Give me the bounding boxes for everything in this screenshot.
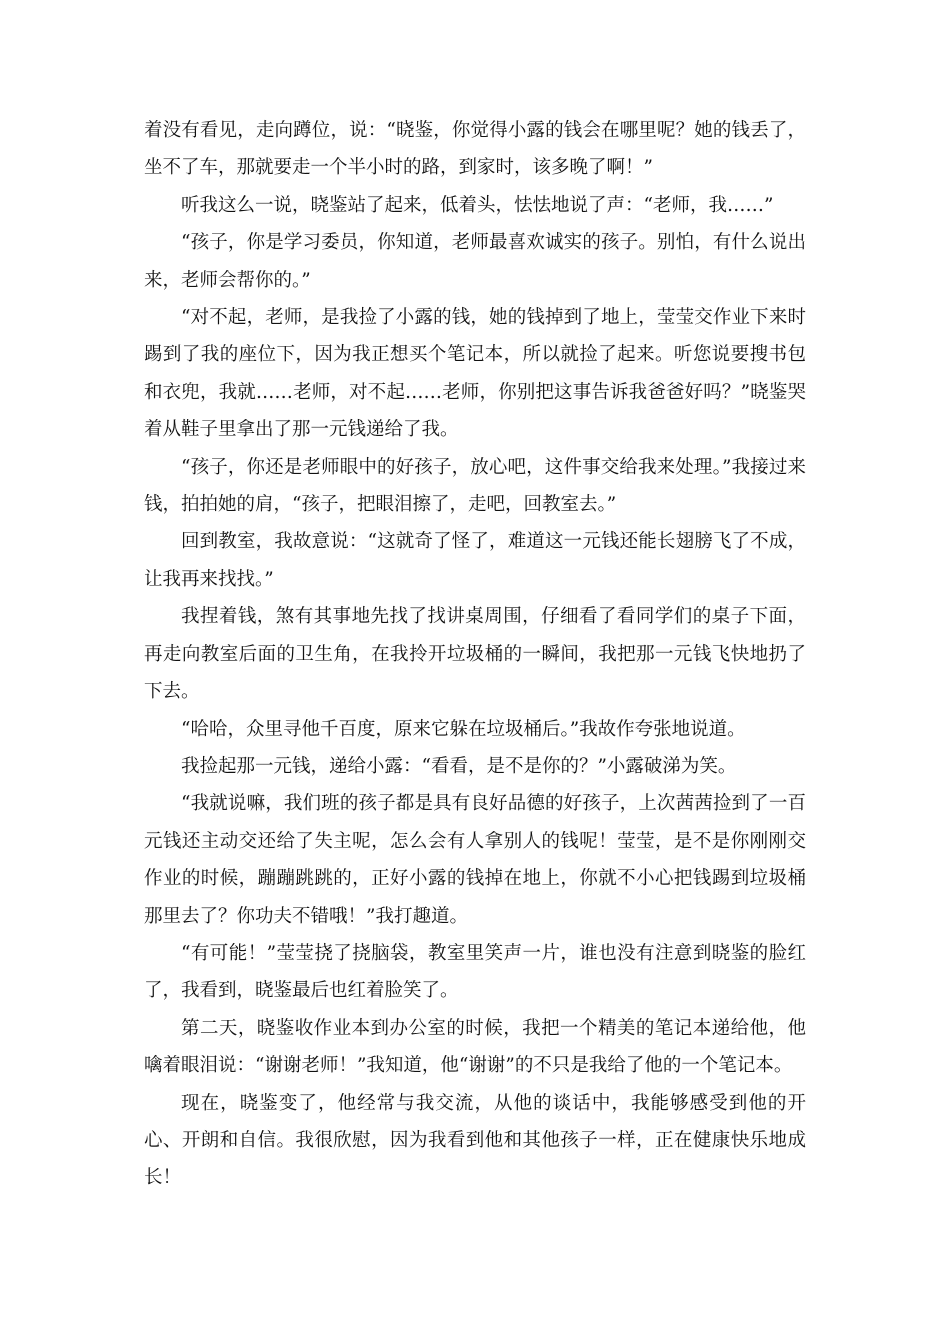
paragraph: 我捏着钱，煞有其事地先找了找讲桌周围，仔细看了看同学们的桌子下面，再走向教室后面的卫生角，在我拎开垃圾桶的一瞬间，我把那一元钱飞快地扔了下去。 <box>144 606 806 703</box>
paragraph: 听我这么一说，晓鉴站了起来，低着头，怯怯地说了声：“老师，我……” <box>181 194 774 216</box>
paragraph: “哈哈，众里寻他千百度，原来它躲在垃圾桶后。”我故作夸张地说道。 <box>181 718 746 740</box>
paragraph: “孩子，你是学习委员，你知道，老师最喜欢诚实的孩子。别怕，有什么说出来，老师会帮你的。” <box>144 232 806 291</box>
paragraph: 第二天，晓鉴收作业本到办公室的时候，我把一个精美的笔记本递给他，他噙着眼泪说：“谢谢老师！”我知道，他“谢谢”的不只是我给了他的一个笔记本。 <box>144 1017 806 1077</box>
paragraph: “有可能！”莹莹挠了挠脑袋，教室里笑声一片，谁也没有注意到晓鉴的脸红了，我看到，晓鉴最后也红着脸笑了。 <box>144 942 806 1002</box>
paragraph: 现在，晓鉴变了，他经常与我交流，从他的谈话中，我能够感受到他的开心、开朗和自信。我很欣慰，因为我看到他和其他孩子一样，正在健康快乐地成长！ <box>144 1092 806 1189</box>
paragraph: “孩子，你还是老师眼中的好孩子，放心吧，这件事交给我来处理。”我接过来钱，拍拍她的肩，“孩子，把眼泪擦了，走吧，回教室去。” <box>144 456 806 516</box>
paragraph: 我捡起那一元钱，递给小露：“看看，是不是你的？”小露破涕为笑。 <box>181 755 737 777</box>
paragraph-continued: 着没有看见，走向蹲位，说：“晓鉴，你觉得小露的钱会在哪里呢？她的钱丢了，坐不了车，那就要走一个半小时的路，到家时，该多晚了啊！” <box>144 120 806 179</box>
paragraph: 回到教室，我故意说：“这就奇了怪了，难道这一元钱还能长翅膀飞了不成，让我再来找找。” <box>144 531 806 590</box>
paragraph: “对不起，老师，是我捡了小露的钱，她的钱掉到了地上，莹莹交作业下来时踢到了我的座位下，因为我正想买个笔记本，所以就捡了起来。听您说要搜书包和衣兜，我就……老师，对不起……老师，你别把这事告诉我爸爸好吗？”晓鉴哭着从鞋子里拿出了那一元钱递给了我。 <box>144 307 806 441</box>
document-body <box>144 112 806 1197</box>
paragraph: “我就说嘛，我们班的孩子都是具有良好品德的好孩子，上次茜茜捡到了一百元钱还主动交还给了失主呢，怎么会有人拿别人的钱呢！莹莹，是不是你刚刚交作业的时候，蹦蹦跳跳的，正好小露的钱掉在地上，你就不小心把钱踢到垃圾桶那里去了？你功夫不错哦！”我打趣道。 <box>144 793 806 927</box>
